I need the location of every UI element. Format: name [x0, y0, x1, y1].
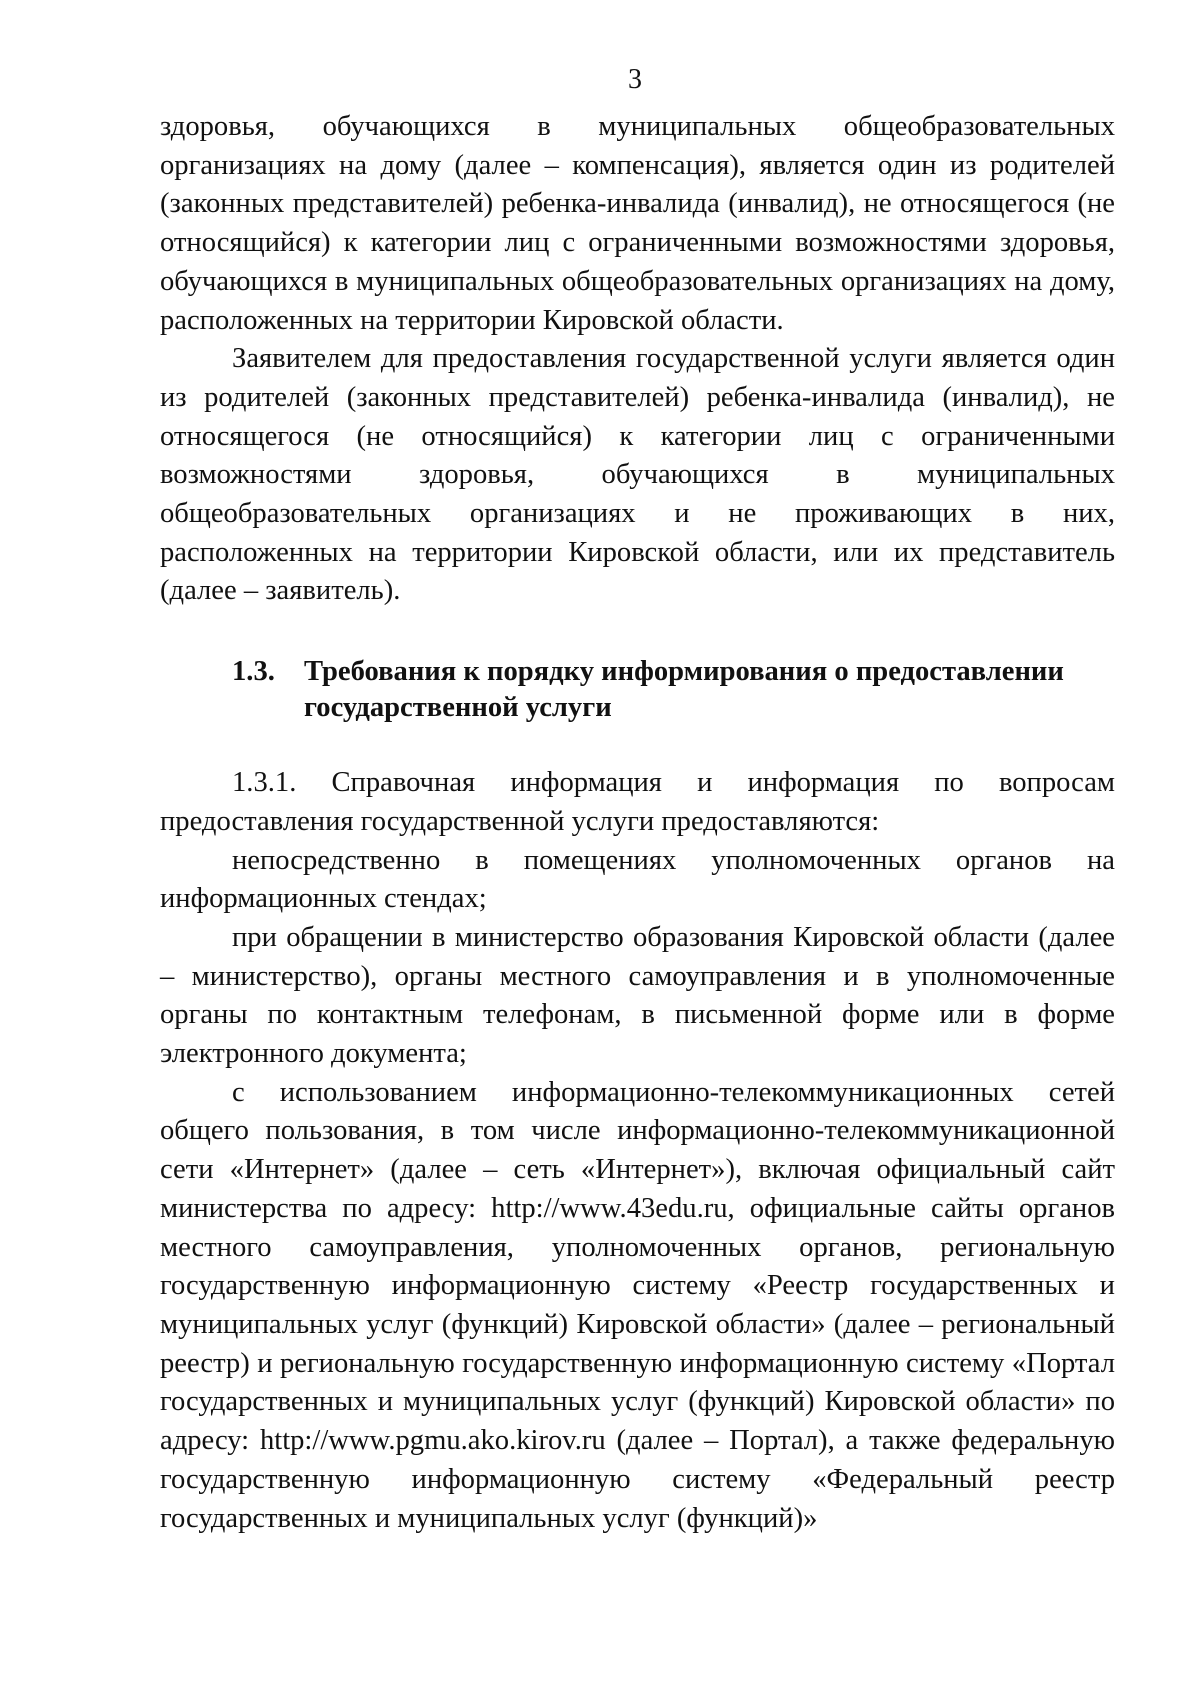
section-heading [160, 654, 1115, 726]
paragraph-info-stands: непосредственно в помещениях уполномоченных органов на информационных стендах; [160, 844, 1115, 915]
page-number: 3 [628, 64, 642, 95]
section-title: Требования к порядку информирования о предоставлении государственной услуги [304, 656, 1064, 724]
document-body [160, 108, 1115, 1538]
paragraph-1-3-1: 1.3.1. Справочная информация и информация по вопросам предоставления государственной услуги предоставляются: [160, 767, 1115, 837]
paragraph-continuation: здоровья, обучающихся в муниципальных общеобразовательных организациях на дому (далее – компенсация), является один из родителей (законных представителей) ребенка-инвалида (инвалид), не относящегося (не относящийся) к категории лиц с ограниченными возможностями здоровья, обучающихся в муниципальных общеобразовательных организациях на дому, расположенных на территории Кировской области. [160, 111, 1115, 336]
section-number: 1.3. [232, 656, 275, 688]
paragraph-applicant: Заявителем для предоставления государственной услуги является один из родителей (законных представителей) ребенка-инвалида (инвалид), не относящегося (не относящийся) к категории лиц с ограниченными возможностями здоровья, обучающихся в муниципальных общеобразовательных организациях и не проживающих в них, расположенных на территории Кировской области, или их представитель (далее – заявитель). [160, 343, 1115, 607]
paragraph-internet: с использованием информационно-телекоммуникационных сетей общего пользования, в том числе информационно-телекоммуникационной сети «Интернет» (далее – сеть «Интернет»), включая официальный сайт министерства по адресу: http://www.43edu.ru, официальные сайты органов местного самоуправления, уполномоченных органов, региональную государственную информационную систему «Реестр государственных и муниципальных услуг (функций) Кировской области» (далее – региональный реестр) и региональную государственную информационную систему «Портал государственных и муниципальных услуг (функций) Кировской области» по адресу: http://www.pgmu.ako.kirov.ru (далее – Портал), а также федеральную государственную информационную систему «Федеральный реестр государственных и муниципальных услуг (функций)» [160, 1076, 1115, 1534]
paragraph-ministry-contact: при обращении в министерство образования Кировской области (далее – министерство), органы местного самоуправления и в уполномоченные органы по контактным телефонам, в письменной форме или в форме электронного документа; [160, 921, 1115, 1070]
